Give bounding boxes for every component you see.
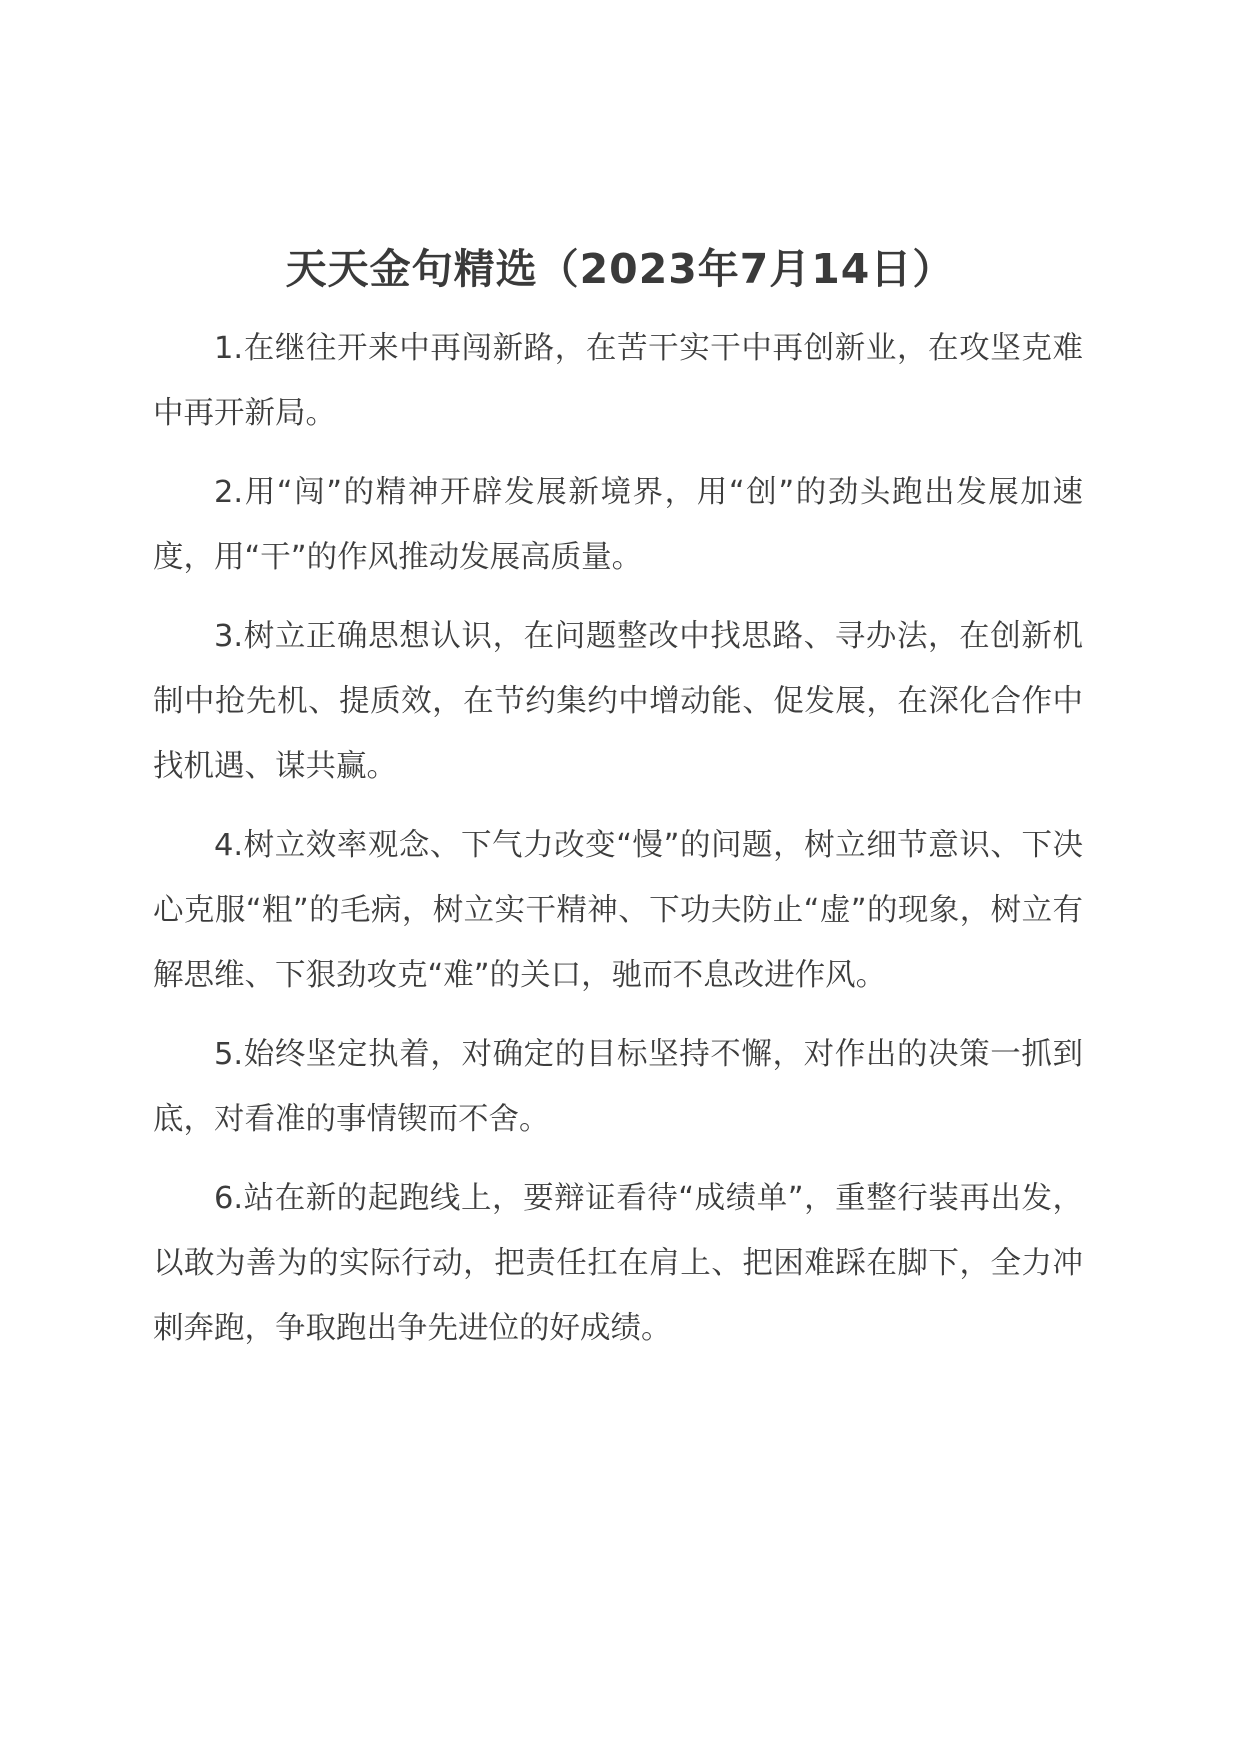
- quote-paragraph-3: 3.树立正确思想认识，在问题整改中找思路、寻办法，在创新机制中抢先机、提质效，在节约集约中增动能、促发展，在深化合作中找机遇、谋共赢。: [153, 619, 1083, 784]
- quote-paragraph-4: 4.树立效率观念、下气力改变“慢”的问题，树立细节意识、下决心克服“粗”的毛病，树立实干精神、下功夫防止“虚”的现象，树立有解思维、下狠劲攻克“难”的关口，驰而不息改进作风。: [153, 828, 1083, 993]
- document-body: [153, 316, 1083, 1375]
- document-title: 天天金句精选（2023年7月14日）: [285, 245, 955, 293]
- quote-paragraph-6: 6.站在新的起跑线上，要辩证看待“成绩单”，重整行装再出发，以敢为善为的实际行动，把责任扛在肩上、把困难踩在脚下，全力冲刺奔跑，争取跑出争先进位的好成绩。: [153, 1181, 1083, 1346]
- quote-paragraph-5: 5.始终坚定执着，对确定的目标坚持不懈，对作出的决策一抓到底，对看准的事情锲而不舍。: [153, 1037, 1083, 1137]
- quote-paragraph-2: 2.用“闯”的精神开辟发展新境界，用“创”的劲头跑出发展加速度，用“干”的作风推动发展高质量。: [153, 475, 1083, 575]
- quote-paragraph-1: 1.在继往开来中再闯新路，在苦干实干中再创新业，在攻坚克难中再开新局。: [153, 331, 1083, 431]
